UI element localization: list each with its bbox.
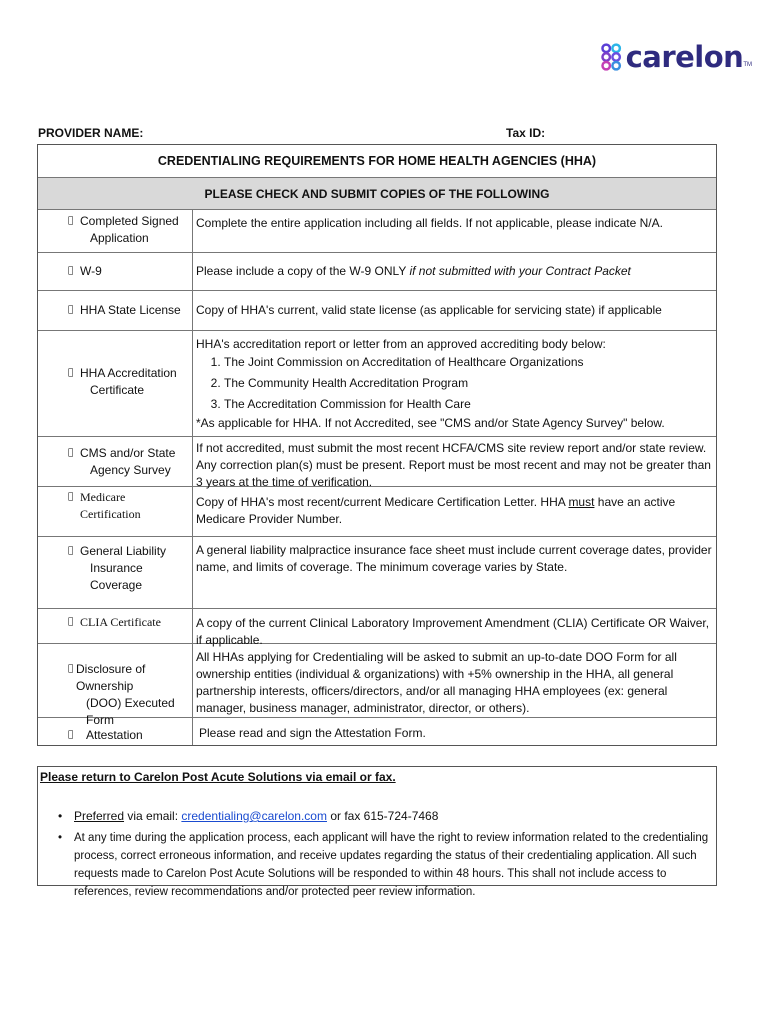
requirement-description: Copy of HHA's current, valid state license (as applicable for servicing state) if applicable [196,303,662,317]
table-row [38,209,716,252]
requirement-description [193,487,716,536]
email-prefix: via email: [124,809,182,823]
medicare-text-must: must [568,495,595,509]
requirement-description [193,331,716,436]
checkbox-icon[interactable] [68,213,73,230]
requirement-label-cell [38,609,193,643]
requirement-label-line2: Application [90,231,149,245]
requirement-label-line2: (DOO) Executed Form [86,696,175,727]
table-row [38,252,716,290]
requirement-description: A general liability malpractice insurance face sheet must include current coverage dates, provider name, and limits of coverage. The minimum coverage varies by State. [196,543,712,574]
accreditation-intro: HHA's accreditation report or letter from an approved accrediting body below: [196,337,606,351]
email-link[interactable]: credentialing@carelon.com [181,809,327,823]
list-item [58,807,708,825]
requirement-label-cell [38,210,193,252]
accrediting-body-item: 2. The Community Health Accreditation Program [224,373,712,394]
table-row [38,717,716,745]
requirement-label: Disclosure of Ownership [76,662,146,693]
checkbox-icon[interactable] [68,302,73,319]
requirement-label-line2: Insurance Coverage [90,561,143,592]
requirement-description: All HHAs applying for Credentialing will be asked to submit an up-to-date DOO Form for all ownership entities (individual & organizations) with +5% ownership in the HHA, all general partnership interests, officers/directors, and/or all managing HHA employees (ex: general manager, business manager, administrator, director, or others). [196,650,677,715]
checkbox-icon[interactable] [68,263,73,280]
requirement-label: Completed Signed [80,214,179,228]
requirement-label: HHA State License [80,303,181,317]
provider-name-label: PROVIDER NAME: [38,126,144,140]
table-subtitle: PLEASE CHECK AND SUBMIT COPIES OF THE FOLLOWING [38,177,716,209]
requirement-label: General Liability [80,544,167,558]
checkbox-icon[interactable] [68,543,73,560]
carelon-logo [600,34,752,80]
requirement-description: Please read and sign the Attestation Form. [199,726,426,740]
requirement-label-cell [38,487,193,536]
requirement-label-cell [38,253,193,290]
list-item [58,829,713,901]
contact-line [74,807,708,825]
w9-condition: if not submitted with your Contract Packet [409,264,631,278]
checkbox-icon[interactable] [68,727,73,744]
bullet-icon: • [58,809,63,823]
table-row [38,643,716,727]
checkbox-icon[interactable] [68,365,73,382]
requirement-label: HHA Accreditation [80,366,177,380]
requirement-label-cell [38,291,193,330]
table-row [38,486,716,536]
checkbox-icon[interactable] [68,614,73,631]
requirement-label: Attestation [86,728,143,742]
requirement-description: If not accredited, must submit the most recent HCFA/CMS site review report and/or state review. Any correction plan(s) must be present. Report must be most recent and may not be greater than 3 years at the time of verification. [196,441,711,489]
carelon-logo-icon [600,34,624,80]
logo-wordmark: carelon [625,40,744,74]
requirement-label-cell [38,331,193,436]
requirements-table [37,144,717,746]
requirement-label: Medicare Certification [80,490,141,521]
requirement-label-line2: Agency Survey [90,463,171,477]
requirement-label-cell [38,644,193,727]
table-row [38,436,716,489]
table-row [38,290,716,330]
requirement-label: CLIA Certificate [80,615,161,629]
logo-trademark: TM [743,62,752,68]
accreditation-note: *As applicable for HHA. If not Accredited, see "CMS and/or State Agency Survey" below. [196,416,665,430]
rights-statement: At any time during the application process, each applicant will have the right to review information related to the credentialing process, correct erroneous information, and receive updates regarding the status of their credentialing application. All such requests made to Carelon Post Acute Solutions will be responded to within 48 hours. This shall not include access to references, review recommendations and/or protected peer review information. [74,832,709,898]
tax-id-label: Tax ID: [506,126,546,140]
requirement-label-line2: Certificate [90,383,145,397]
bullet-icon: • [58,832,63,844]
medicare-text-a: Copy of HHA's most recent/current Medicare Certification Letter. HHA [196,495,569,509]
requirement-label-cell [38,718,193,745]
w9-description: Please include a copy of the W-9 ONLY [196,264,410,278]
requirement-description [193,253,716,290]
requirement-label-cell [38,437,193,486]
checkbox-icon[interactable] [68,661,73,678]
preferred-label: Preferred [74,809,125,823]
table-row [38,330,716,436]
requirement-label: W-9 [80,264,102,278]
return-heading: Please return to Carelon Post Acute Solutions via email or fax. [40,770,396,784]
checkbox-icon[interactable] [68,489,73,506]
requirement-description: Complete the entire application including all fields. If not applicable, please indicate N/A. [196,216,663,230]
table-row [38,608,716,647]
requirement-label-cell [38,537,193,608]
table-row [38,536,716,608]
checkbox-icon[interactable] [68,445,73,462]
return-instructions-box [37,766,717,898]
medicare-text-b: have an active Medicare Provider Number. [196,495,676,526]
fax-text: or fax 615-724-7468 [326,809,439,823]
requirement-label: CMS and/or State [80,446,176,460]
requirement-description: A copy of the current Clinical Laboratory Improvement Amendment (CLIA) Certificate OR Waiver, if applicable. [196,616,710,647]
table-title: CREDENTIALING REQUIREMENTS FOR HOME HEALTH AGENCIES (HHA) [157,154,597,168]
accrediting-body-item: 1. The Joint Commission on Accreditation of Healthcare Organizations [224,352,712,373]
accrediting-body-item: 3. The Accreditation Commission for Health Care [224,394,712,415]
